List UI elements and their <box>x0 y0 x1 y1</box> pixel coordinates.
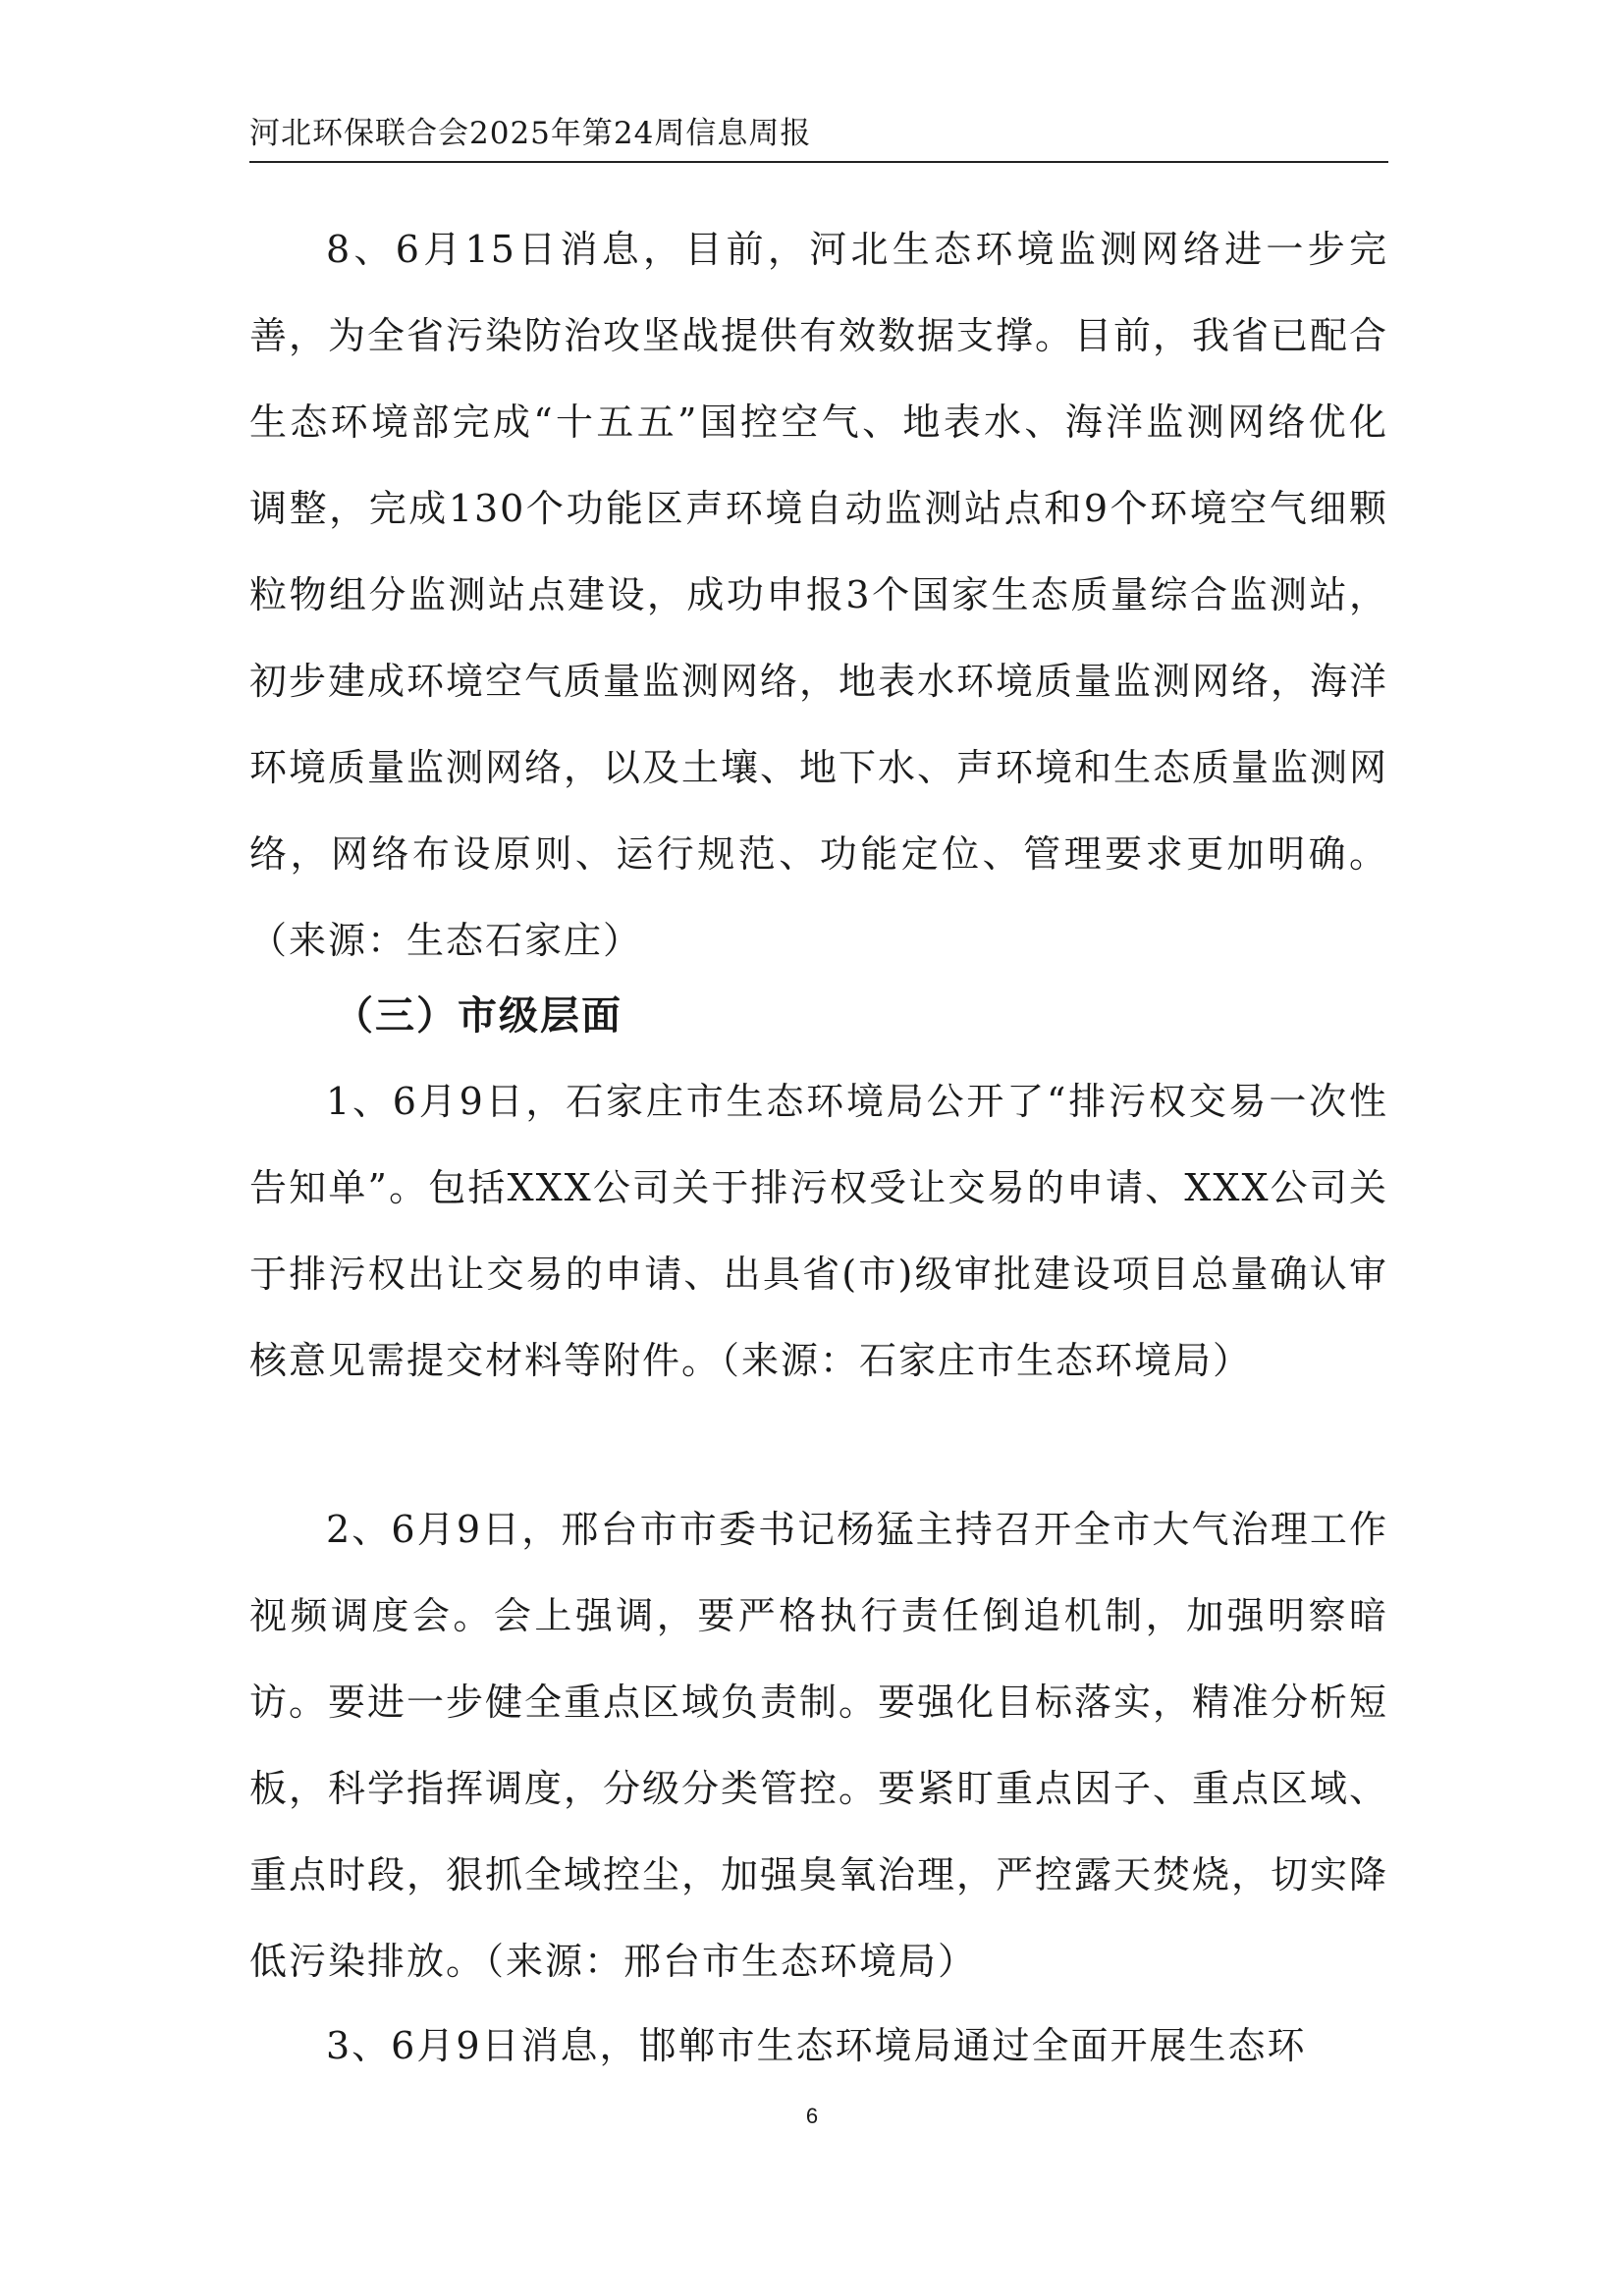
city-news-item-3: 3、6月9日消息，邯郸市生态环境局通过全面开展生态环 <box>326 2024 1307 2067</box>
city-news-item-2: 2、6月9日，邢台市市委书记杨猛主持召开全市大气治理工作视频调度会。会上强调，要严格执行责任倒追机制，加强明察暗访。要进一步健全重点区域负责制。要强化目标落实，精准分析短板，科学指挥调度，分级分类管控。要紧盯重点因子、重点区域、重点时段，狠抓全域控尘，加强臭氧治理，严控露天焚烧，切实降低污染排放。（来源：邢台市生态环境局） <box>249 1508 1389 1983</box>
running-header: 河北环保联合会2025年第24周信息周报 <box>249 116 812 151</box>
news-item-8: 8、6月15日消息，目前，河北生态环境监测网络进一步完善，为全省污染防治攻坚战提供有效数据支撑。目前，我省已配合生态环境部完成“十五五”国控空气、地表水、海洋监测网络优化调整，完成130个功能区声环境自动监测站点和9个环境空气细颗粒物组分监测站点建设，成功申报3个国家生态质量综合监测站，初步建成环境空气质量监测网络，地表水环境质量监测网络，海洋环境质量监测网络，以及土壤、地下水、声环境和生态质量监测网络，网络布设原则、运行规范、功能定位、管理要求更加明确。（来源：生态石家庄） <box>249 228 1389 962</box>
header-divider <box>249 161 1388 163</box>
city-news-item-1: 1、6月9日，石家庄市生态环境局公开了“排污权交易一次性告知单”。包括XXX公司关于排污权受让交易的申请、XXX公司关于排污权出让交易的申请、出具省(市)级审批建设项目总量确认审核意见需提交材料等附件。（来源：石家庄市生态环境局） <box>249 1080 1388 1382</box>
page-number: 6 <box>805 2104 819 2128</box>
section-heading: （三）市级层面 <box>334 993 623 1039</box>
